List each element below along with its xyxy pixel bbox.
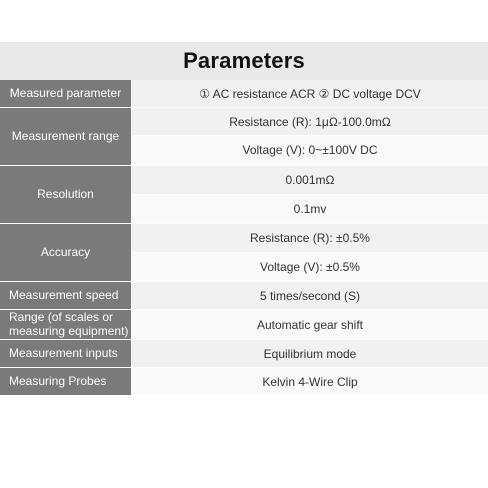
row-label-resolution: Resolution (0, 166, 132, 224)
value-range: Automatic gear shift (132, 310, 488, 340)
row-label-measurement-inputs: Measurement inputs (0, 340, 132, 368)
value-measurement-range-voltage: Voltage (V): 0~±100V DC (132, 136, 488, 164)
row-values-range (132, 310, 488, 340)
value-resolution-resistance: 0.001mΩ (132, 166, 488, 195)
page-title: Parameters (0, 42, 488, 80)
parameters-sheet (0, 42, 488, 396)
row-label-range: Range (of scales or measuring equipment) (0, 310, 132, 340)
row-label-measured-parameter: Measured parameter (0, 80, 132, 108)
value-measurement-inputs: Equilibrium mode (132, 340, 488, 368)
row-values-measurement-speed (132, 282, 488, 310)
value-accuracy-voltage: Voltage (V): ±0.5% (132, 253, 488, 282)
value-measured-parameter: ① AC resistance ACR ② DC voltage DCV (132, 80, 488, 108)
row-label-measuring-probes: Measuring Probes (0, 368, 132, 396)
row-values-measurement-range (132, 108, 488, 166)
value-accuracy-resistance: Resistance (R): ±0.5% (132, 224, 488, 253)
value-measurement-speed: 5 times/second (S) (132, 282, 488, 310)
value-measurement-range-resistance: Resistance (R): 1μΩ-100.0mΩ (132, 108, 488, 136)
row-values-measurement-inputs (132, 340, 488, 368)
value-resolution-voltage: 0.1mv (132, 195, 488, 224)
row-label-measurement-speed: Measurement speed (0, 282, 132, 310)
row-label-accuracy: Accuracy (0, 224, 132, 282)
parameters-table (0, 80, 488, 396)
row-values-measuring-probes (132, 368, 488, 396)
row-label-measurement-range: Measurement range (0, 108, 132, 166)
value-measuring-probes: Kelvin 4-Wire Clip (132, 368, 488, 396)
row-values-resolution (132, 166, 488, 224)
row-values-measured-parameter (132, 80, 488, 108)
row-values-accuracy (132, 224, 488, 282)
